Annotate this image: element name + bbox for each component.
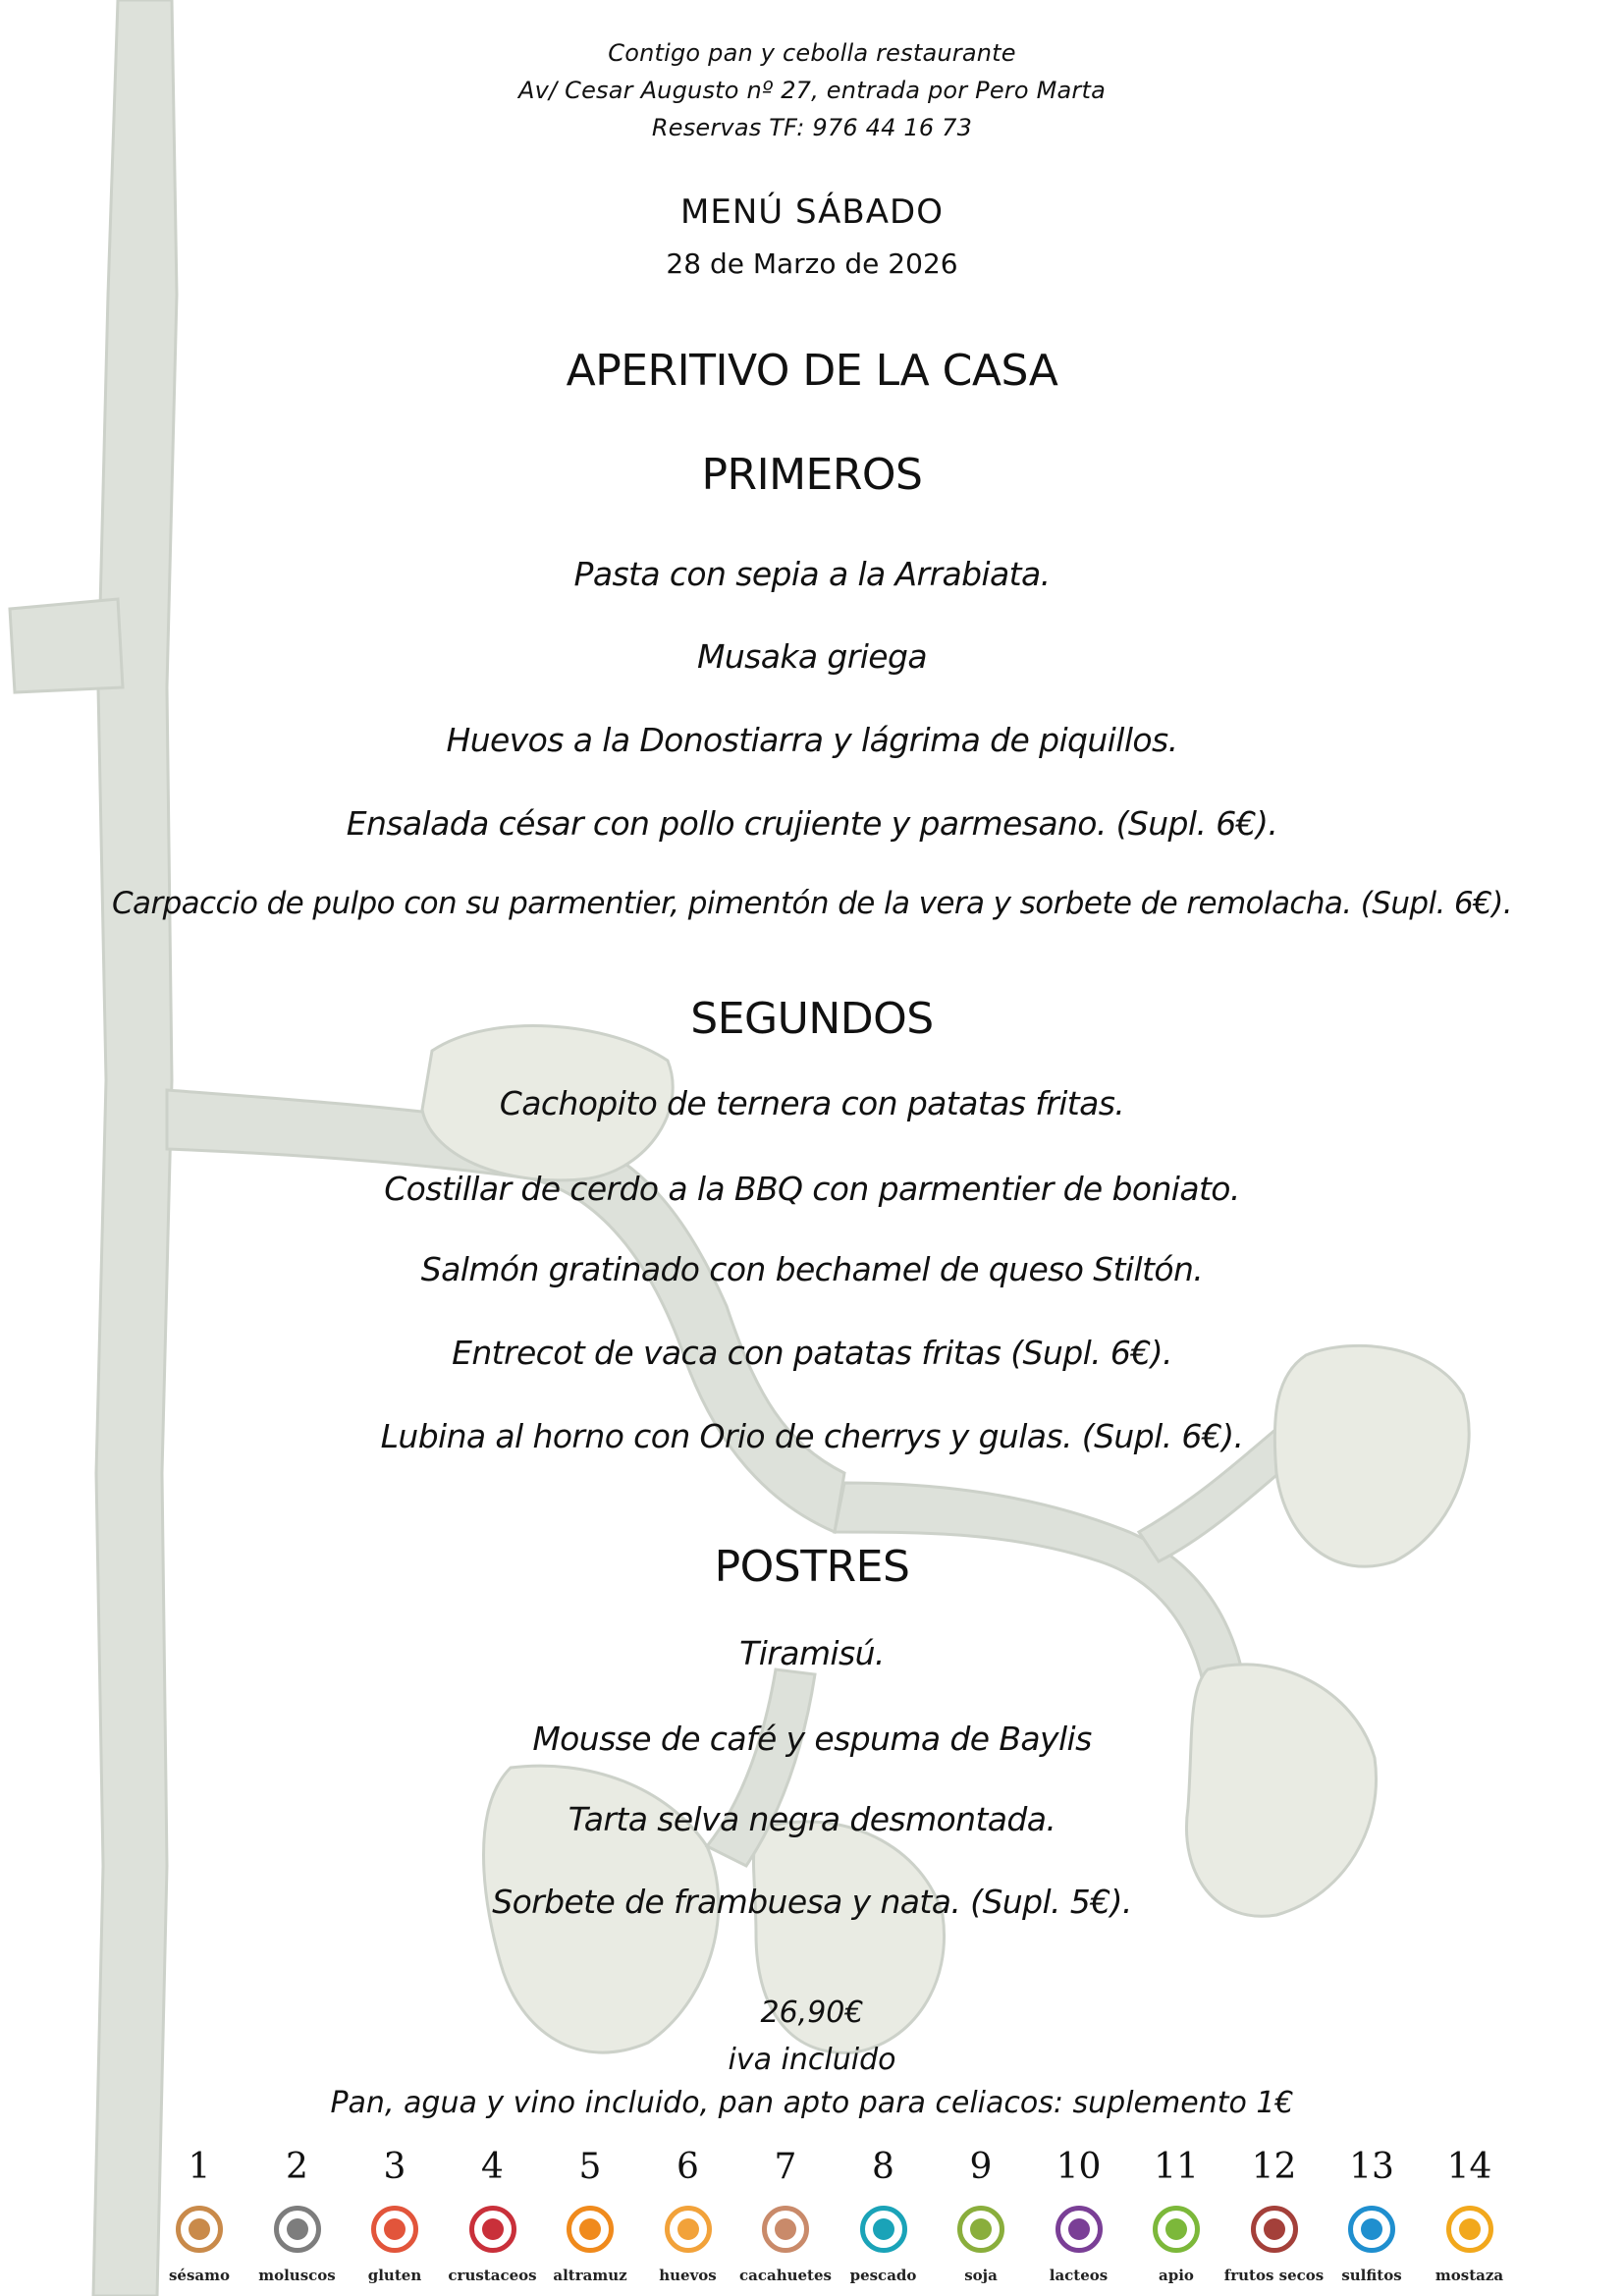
restaurant-address: Av/ Cesar Augusto nº 27, entrada por Pero Marta — [518, 77, 1106, 104]
section-title-segundos: SEGUNDOS — [690, 994, 934, 1044]
section-title-primeros: PRIMEROS — [701, 450, 923, 500]
nuts-icon — [1251, 2206, 1298, 2253]
dish-item: Pasta con sepia a la Arrabiata. — [573, 555, 1051, 593]
dish-item: Sorbete de frambuesa y nata. (Supl. 5€). — [492, 1883, 1132, 1921]
menu-date: 28 de Marzo de 2026 — [666, 247, 958, 280]
section-aperitivo: APERITIVO DE LA CASA — [566, 346, 1058, 396]
allergen-label: gluten — [367, 2267, 422, 2284]
allergen-number: 11 — [1154, 2147, 1199, 2187]
allergen-number: 6 — [677, 2147, 699, 2187]
allergen-number: 8 — [872, 2147, 894, 2187]
tax-note: iva incluido — [728, 2043, 896, 2077]
allergen-number: 3 — [383, 2147, 406, 2187]
fish-icon — [860, 2206, 907, 2253]
dish-item: Carpaccio de pulpo con su parmentier, pimentón de la vera y sorbete de remolacha. (Supl. 6€). — [112, 886, 1512, 921]
restaurant-name: Contigo pan y cebolla restaurante — [608, 39, 1016, 67]
includes-note: Pan, agua y vino incluido, pan apto para celiacos: suplemento 1€ — [330, 2086, 1294, 2120]
lupin-icon-symbol — [579, 2218, 601, 2240]
allergen-number: 14 — [1446, 2147, 1492, 2187]
allergen-number: 9 — [969, 2147, 993, 2187]
wheat-icon-symbol — [384, 2218, 406, 2240]
allergen-number: 2 — [286, 2147, 308, 2187]
allergen-label: sésamo — [168, 2267, 231, 2284]
wheat-icon — [371, 2206, 418, 2253]
allergen-label: soja — [964, 2267, 998, 2284]
allergen-label: apio — [1159, 2267, 1194, 2284]
dish-item: Cachopito de ternera con patatas fritas. — [499, 1084, 1125, 1122]
allergen-number: 4 — [481, 2147, 504, 2187]
nuts-icon-symbol — [1264, 2218, 1285, 2240]
allergen-number: 13 — [1349, 2147, 1394, 2187]
menu-price: 26,90€ — [760, 1995, 864, 2030]
sesame-icon — [176, 2206, 223, 2253]
sulphite-icon — [1348, 2206, 1395, 2253]
sesame-icon-symbol — [189, 2218, 210, 2240]
dish-item: Mousse de café y espuma de Baylis — [532, 1720, 1092, 1758]
dish-item: Musaka griega — [697, 637, 927, 676]
milk-icon — [1056, 2206, 1103, 2253]
dish-item: Salmón gratinado con bechamel de queso Stiltón. — [420, 1250, 1204, 1288]
allergen-label: crustaceos — [448, 2267, 537, 2284]
dish-item: Entrecot de vaca con patatas fritas (Supl. 6€). — [452, 1334, 1172, 1372]
mollusc-icon — [274, 2206, 321, 2253]
allergen-label: cacahuetes — [739, 2267, 832, 2284]
egg-icon-symbol — [677, 2218, 699, 2240]
dish-item: Huevos a la Donostiarra y lágrima de piquillos. — [446, 721, 1178, 759]
celery-icon — [1153, 2206, 1200, 2253]
dish-item: Lubina al horno con Orio de cherrys y gulas. (Supl. 6€). — [380, 1417, 1244, 1455]
dish-item: Tarta selva negra desmontada. — [568, 1800, 1056, 1838]
allergen-label: huevos — [659, 2267, 717, 2284]
shrimp-icon-symbol — [482, 2218, 504, 2240]
allergen-number: 1 — [188, 2147, 211, 2187]
mollusc-icon-symbol — [287, 2218, 308, 2240]
menu-title: MENÚ SÁBADO — [680, 192, 944, 232]
soy-icon — [957, 2206, 1004, 2253]
peanut-icon-symbol — [775, 2218, 796, 2240]
allergen-label: lacteos — [1049, 2267, 1109, 2284]
soy-icon-symbol — [970, 2218, 992, 2240]
dish-item: Tiramisú. — [739, 1634, 885, 1672]
allergen-label: sulfitos — [1341, 2267, 1402, 2284]
allergen-label: mostaza — [1435, 2267, 1504, 2284]
sulphite-icon-symbol — [1361, 2218, 1382, 2240]
section-title-postres: POSTRES — [714, 1542, 910, 1592]
allergen-number: 7 — [774, 2147, 797, 2187]
peanut-icon — [762, 2206, 809, 2253]
allergen-number: 10 — [1056, 2147, 1102, 2187]
mustard-icon — [1446, 2206, 1493, 2253]
shrimp-icon — [469, 2206, 516, 2253]
allergen-label: moluscos — [258, 2267, 336, 2284]
dish-item: Ensalada césar con pollo crujiente y parmesano. (Supl. 6€). — [346, 804, 1278, 843]
allergen-label: pescado — [849, 2267, 917, 2284]
allergen-label: altramuz — [553, 2267, 627, 2284]
allergen-number: 12 — [1251, 2147, 1297, 2187]
milk-icon-symbol — [1068, 2218, 1090, 2240]
celery-icon-symbol — [1165, 2218, 1187, 2240]
dish-item: Costillar de cerdo a la BBQ con parmentier de boniato. — [384, 1170, 1240, 1208]
egg-icon — [665, 2206, 712, 2253]
lupin-icon — [567, 2206, 614, 2253]
restaurant-phone: Reservas TF: 976 44 16 73 — [651, 114, 973, 141]
fish-icon-symbol — [873, 2218, 894, 2240]
allergen-label: frutos secos — [1223, 2267, 1325, 2284]
allergen-number: 5 — [578, 2147, 602, 2187]
mustard-icon-symbol — [1459, 2218, 1481, 2240]
